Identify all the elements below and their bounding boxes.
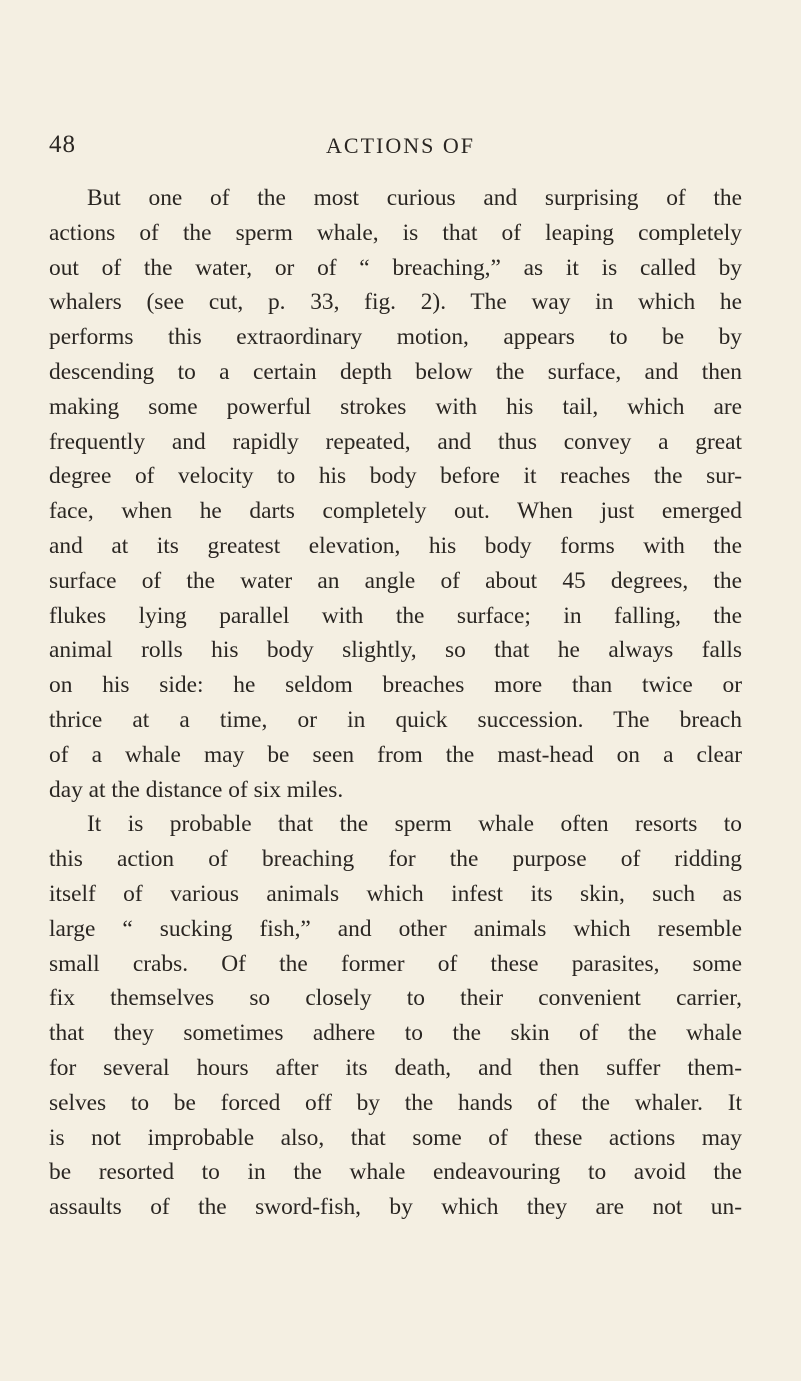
text-line: that they sometimes adhere to the skin of the whale xyxy=(49,1020,742,1047)
text-line: fix themselves so closely to their convenient carrier, xyxy=(49,985,742,1012)
text-line: on his side: he seldom breaches more than twice or xyxy=(49,672,742,699)
text-line: animal rolls his body slightly, so that he always falls xyxy=(49,637,742,664)
text-line: flukes lying parallel with the surface; in falling, the xyxy=(49,602,742,629)
page-header xyxy=(0,131,801,171)
text-line: out of the water, or of “ breaching,” as it is called by xyxy=(49,254,742,281)
text-line: frequently and rapidly repeated, and thus convey a great xyxy=(49,428,742,455)
text-line: degree of velocity to his body before it reaches the sur- xyxy=(49,463,742,490)
text-line: be resorted to in the whale endeavouring to avoid the xyxy=(49,1159,742,1186)
page-number: 48 xyxy=(49,131,76,158)
text-line: small crabs. Of the former of these parasites, some xyxy=(49,950,742,977)
text-line: actions of the sperm whale, is that of leaping completely xyxy=(49,219,742,246)
text-line: performs this extraordinary motion, appears to be by xyxy=(49,324,742,351)
text-line: large “ sucking fish,” and other animals which resemble xyxy=(49,915,742,942)
text-line: of a whale may be seen from the mast-head on a clear xyxy=(49,741,742,768)
text-line: assaults of the sword-fish, by which they are not un- xyxy=(49,1194,742,1221)
text-line: surface of the water an angle of about 45 degrees, the xyxy=(49,567,742,594)
text-line: thrice at a time, or in quick succession. The breach xyxy=(49,706,742,733)
paragraph-1 xyxy=(49,181,742,807)
text-line: descending to a certain depth below the surface, and then xyxy=(49,358,742,385)
text-line: It is probable that the sperm whale often resorts to xyxy=(87,811,742,838)
running-title: ACTIONS OF xyxy=(326,133,475,158)
text-line: But one of the most curious and surprising of the xyxy=(87,185,742,211)
text-line: day at the distance of six miles. xyxy=(49,776,344,803)
text-line: making some powerful strokes with his tail, which are xyxy=(49,393,742,420)
text-line: and at its greatest elevation, his body forms with the xyxy=(49,532,742,559)
text-line: for several hours after its death, and then suffer them- xyxy=(49,1054,742,1081)
text-line: face, when he darts completely out. When just emerged xyxy=(49,498,742,525)
text-line: is not improbable also, that some of these actions may xyxy=(49,1124,742,1151)
text-line: this action of breaching for the purpose of ridding xyxy=(49,846,742,873)
paragraph-2 xyxy=(49,807,742,1225)
body-text xyxy=(49,181,742,1225)
text-line: selves to be forced off by the hands of the whaler. It xyxy=(49,1089,742,1116)
text-line: itself of various animals which infest its skin, such as xyxy=(49,880,742,907)
text-line: whalers (see cut, p. 33, fig. 2). The way in which he xyxy=(49,289,742,316)
